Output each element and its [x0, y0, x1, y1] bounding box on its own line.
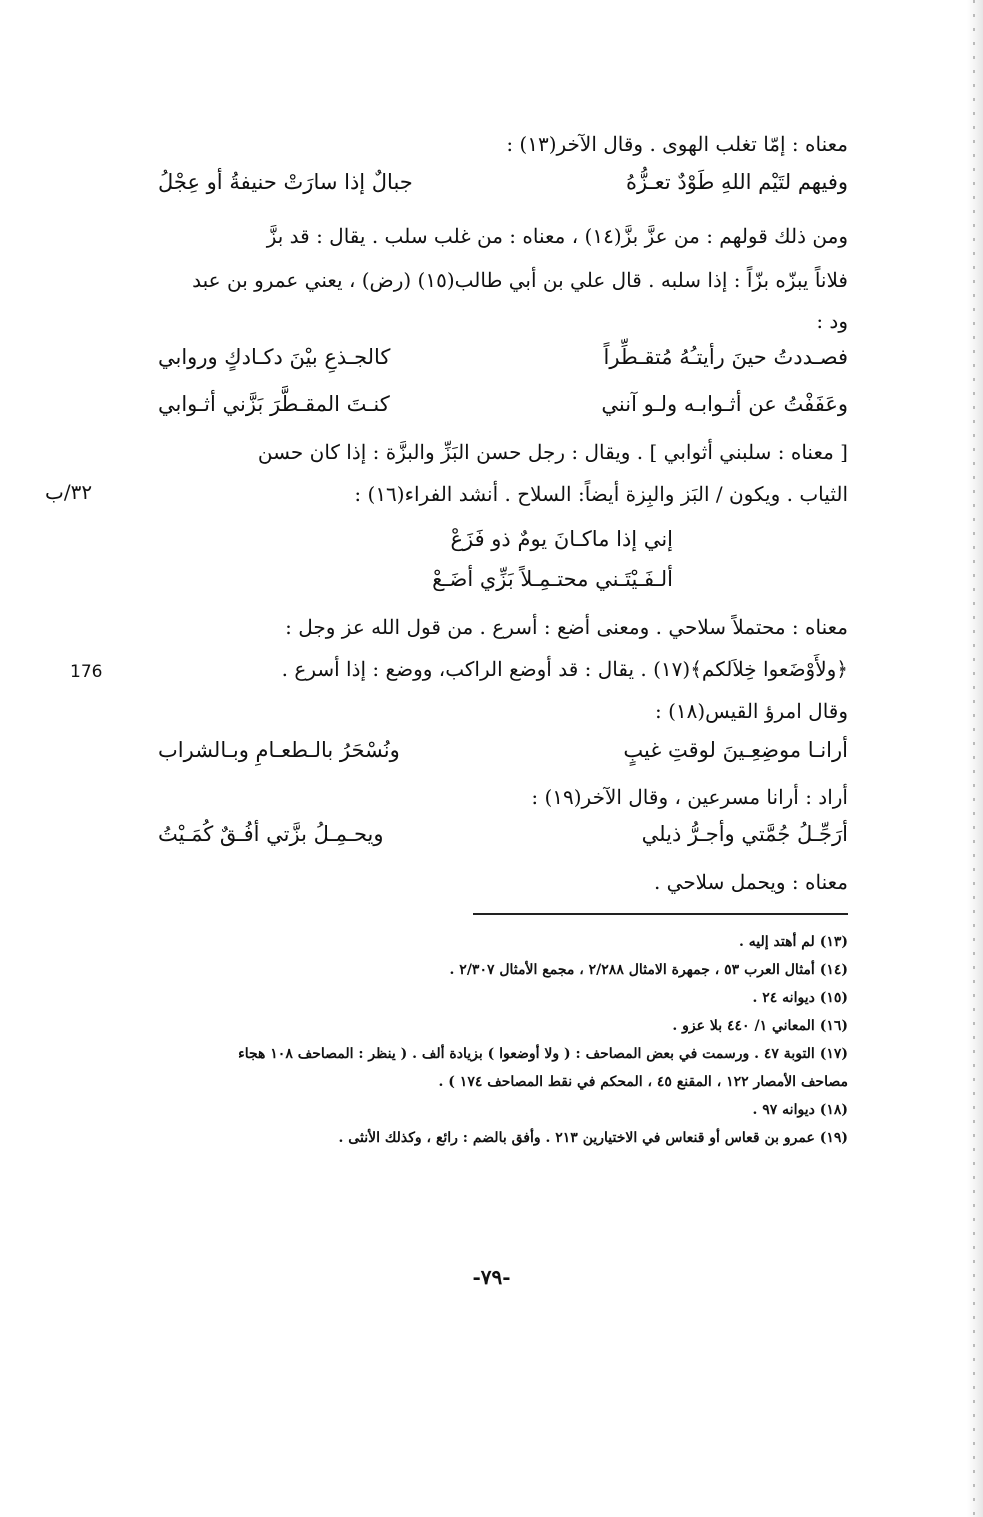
page-number: -٧٩- [472, 1265, 511, 1289]
verse-hemistich-first: أرانـا موضِعِـينَ لوقتِ غيبٍ [623, 738, 848, 762]
margin-page-number: 176 [70, 662, 103, 682]
text-line: فلاناً يبزّه بزّاً : إذا سلبه . قال علي بن أبي طالب(١٥) (رض) ، يعني عمرو بن عبد [192, 268, 848, 292]
text-line: معناه : إمّا تغلب الهوى . وقال الآخر(١٣) : [506, 132, 848, 156]
margin-folio-reference: ٣٢/ب [45, 480, 93, 504]
text-line: [ معناه : سلبني أثوابي ] . ويقال : رجل حسن البَزِّ والبزَّة : إذا كان حسن [257, 440, 848, 464]
text-line: معناه : ويحمل سلاحي . [653, 870, 848, 894]
text-line: الثياب . ويكون / البَز والبِزة أيضاً: السلاح . أنشد الفراء(١٦) : [354, 482, 848, 506]
verse-hemistich-first: أرَجِّـلُ جُمَّتي وأجـرُّ ذيلي [641, 822, 848, 846]
verse-hemistich-second: ويحـمِـلُ بزَّتي أفُـقٌ كُمَـيْتُ [158, 822, 384, 846]
verse-hemistich-first: وعَفَفْتُ عن أثـوابـه ولـو آنني [601, 392, 848, 416]
footnote: (١٥) ديوانه ٢٤ . [752, 990, 848, 1006]
footnote: (١٤) أمثال العرب ٥٣ ، جمهرة الامثال ٢/٢٨٨ ، مجمع الأمثال ٢/٣٠٧ . [449, 962, 848, 978]
footnote-continuation: مصاحف الأمصار ١٢٢ ، المقنع ٤٥ ، المحكم في نقط المصاحف ١٧٤ ) . [438, 1074, 848, 1090]
verse-hemistich-second: ونُسْحَرُ بالـطعـامِ وبـالشراب [158, 738, 400, 762]
footnote: (١٩) عمرو بن قعاس أو قنعاس في الاختيارين ٢١٣ . وأفق بالضم : رائع ، وكذلك الأنثى . [338, 1130, 848, 1146]
scan-edge-dots [973, 0, 975, 1517]
text-line: ود : [816, 309, 848, 333]
verse-line [158, 392, 848, 426]
footnote: (١٣) لم أهتد إليه . [739, 934, 848, 950]
footnote: (١٦) المعاني ١/ ٤٤٠ بلا عزو . [672, 1018, 848, 1034]
verse-line [158, 738, 848, 772]
text-line: معناه : محتملاً سلاحي . ومعنى أضع : أسرع . من قول الله عز وجل : [285, 615, 848, 639]
verse-line-centered: ألـفَـيْتَـني محتـمِـلاً بَزِّي أضَـعْ [432, 567, 673, 591]
text-line: ﴿ولأَوْضَعوا خِلاَلكم﴾(١٧) . يقال : قد أوضع الراكب، ووضع : إذا أسرع . [281, 657, 848, 681]
scan-edge-shadow [967, 0, 983, 1517]
verse-hemistich-second: كالجـذعِ بيْنَ دكـادكٍ وروابي [158, 345, 391, 369]
verse-line [158, 345, 848, 379]
verse-hemistich-second: كنـتَ المقـطَّرَ بَزَّني أثـوابي [158, 392, 390, 416]
verse-hemistich-second: جبالٌ إذا سارَتْ حنيفةُ أو عِجْلُ [158, 170, 413, 194]
footnote: (١٧) التوبة ٤٧ . ورسمت في بعض المصاحف : ( ولا أوضعوا ) بزيادة ألف . ( ينظر : المصاحف ١٠٨ هجاء [238, 1046, 848, 1062]
footnote-divider [473, 913, 848, 915]
footnote: (١٨) ديوانه ٩٧ . [752, 1102, 848, 1118]
verse-hemistich-first: فصـددتُ حينَ رأيتـُهُ مُتقـطِّراً [603, 345, 848, 369]
verse-line-centered: إني إذا ماكـانَ يومٌ ذو فَزَعْ [450, 527, 673, 551]
verse-line [158, 822, 848, 856]
verse-line [158, 170, 848, 204]
verse-hemistich-first: وفيهم لتَيْم اللهِ طَوْدٌ تعـزُّهُ [626, 170, 848, 194]
text-line: أراد : أرانا مسرعين ، وقال الآخر(١٩) : [531, 785, 848, 809]
text-line: ومن ذلك قولهم : من عزَّ بزَّ(١٤) ، معناه : من غلب سلب . يقال : قد بزَّ [266, 224, 848, 248]
text-line: وقال امرؤ القيس(١٨) : [654, 699, 848, 723]
